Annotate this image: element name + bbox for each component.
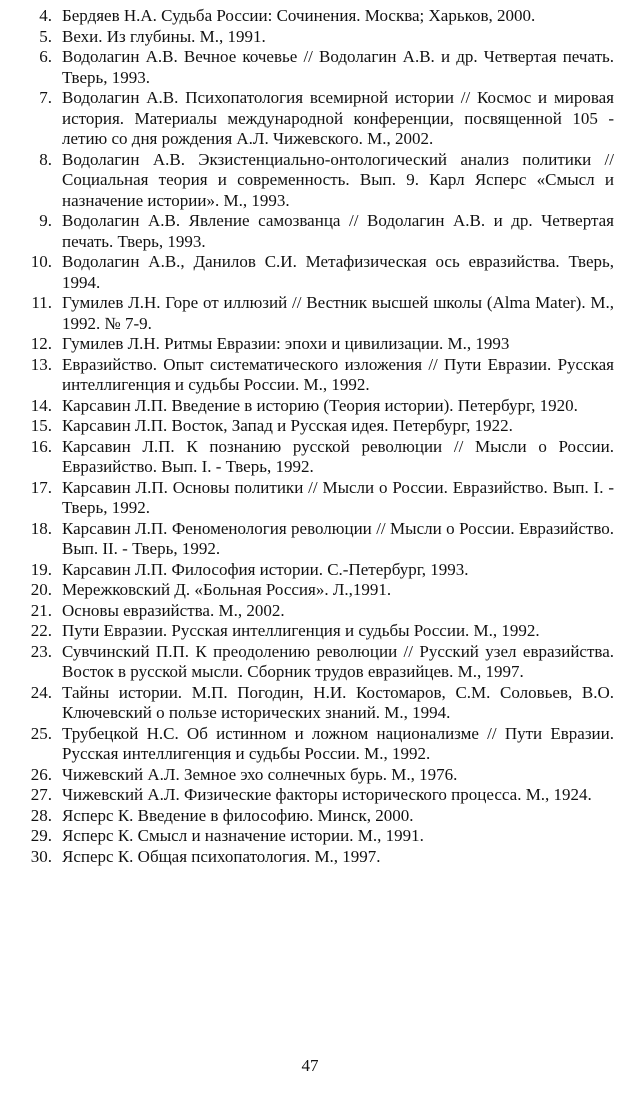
reference-item	[10, 806, 614, 827]
reference-text: Ясперс К. Смысл и назначение истории. М., 1991.	[62, 826, 424, 845]
reference-text: Пути Евразии. Русская интеллигенция и судьбы России. М., 1992.	[62, 621, 540, 640]
reference-item	[10, 826, 614, 847]
reference-text: Гумилев Л.Н. Ритмы Евразии: эпохи и цивилизации. М., 1993	[62, 334, 510, 353]
reference-item	[10, 642, 614, 683]
reference-text: Ясперс К. Общая психопатология. М., 1997.	[62, 846, 381, 866]
reference-item	[10, 847, 614, 868]
reference-number: 22.	[30, 621, 52, 640]
reference-text: Карсавин Л.П. К познанию русской революции // Мысли о России. Евразийство. Вып. I. - Тверь, 1992.	[62, 436, 614, 476]
reference-text: Чижевский А.Л. Земное эхо солнечных бурь. М., 1976.	[62, 764, 458, 784]
reference-item	[10, 150, 614, 212]
reference-text: Карсавин Л.П. Введение в историю (Теория истории). Петербург, 1920.	[62, 395, 578, 415]
reference-number: 7.	[39, 88, 52, 107]
reference-item	[10, 211, 614, 252]
reference-text: Основы евразийства. М., 2002.	[62, 600, 285, 620]
reference-item	[10, 437, 614, 478]
reference-text: Мережковский Д. «Больная Россия». Л.,1991.	[62, 580, 392, 599]
reference-item	[10, 519, 614, 560]
reference-number: 16.	[30, 436, 52, 456]
reference-number: 27.	[30, 785, 52, 804]
reference-item	[10, 621, 614, 642]
reference-number: 12.	[30, 334, 52, 353]
reference-item	[10, 724, 614, 765]
reference-number: 23.	[30, 641, 52, 661]
reference-number: 13.	[30, 354, 52, 374]
reference-number: 11.	[31, 293, 52, 312]
reference-number: 18.	[30, 518, 52, 538]
reference-item	[10, 785, 614, 806]
reference-number: 30.	[30, 846, 52, 866]
reference-text: Трубецкой Н.С. Об истинном и ложном национализме // Пути Евразии. Русская интеллигенция и судьбы России. М., 1992.	[62, 723, 614, 763]
reference-item	[10, 765, 614, 786]
reference-number: 8.	[39, 149, 52, 169]
reference-item	[10, 601, 614, 622]
reference-item	[10, 355, 614, 396]
reference-number: 19.	[30, 559, 52, 579]
reference-text: Водолагин А.В. Вечное кочевье // Водолагин А.В. и др. Четвертая печать. Тверь, 1993.	[62, 47, 614, 87]
reference-text: Евразийство. Опыт систематического изложения // Пути Евразии. Русская интеллигенция и судьбы России. М., 1992.	[62, 354, 614, 394]
reference-text: Карсавин Л.П. Восток, Запад и Русская идея. Петербург, 1922.	[62, 416, 513, 435]
reference-number: 10.	[30, 252, 52, 271]
reference-item	[10, 580, 614, 601]
reference-list	[10, 6, 614, 867]
reference-text: Водолагин А.В. Экзистенциально-онтологический анализ политики // Социальная теория и современность. Вып. 9. Карл Ясперс «Смысл и назначение истории». М., 1993.	[62, 149, 614, 210]
reference-number: 21.	[30, 600, 52, 620]
reference-number: 5.	[39, 26, 52, 46]
reference-number: 17.	[30, 477, 52, 497]
reference-item	[10, 683, 614, 724]
reference-text: Карсавин Л.П. Философия истории. С.-Петербург, 1993.	[62, 559, 469, 579]
reference-text: Гумилев Л.Н. Горе от иллюзий // Вестник высшей школы (Alma Mater). М., 1992. № 7-9.	[62, 293, 614, 333]
reference-number: 28.	[30, 805, 52, 825]
reference-item	[10, 27, 614, 48]
reference-item	[10, 396, 614, 417]
reference-number: 24.	[30, 682, 52, 702]
reference-item	[10, 88, 614, 150]
reference-text: Вехи. Из глубины. М., 1991.	[62, 26, 266, 46]
reference-item	[10, 560, 614, 581]
page-number: 47	[301, 1056, 319, 1075]
reference-text: Водолагин А.В. Явление самозванца // Водолагин А.В. и др. Четвертая печать. Тверь, 1993.	[62, 211, 614, 251]
reference-text: Водолагин А.В. Психопатология всемирной истории // Космос и мировая история. Материалы международной конференции, посвященной 105 - летию со дня рождения А.Л. Чижевского. М., 2002.	[62, 88, 614, 148]
reference-number: 9.	[39, 211, 52, 230]
reference-number: 20.	[30, 580, 52, 599]
reference-text: Карсавин Л.П. Феноменология революции // Мысли о России. Евразийство. Вып. II. - Тверь, 1992.	[62, 518, 614, 558]
reference-text: Карсавин Л.П. Основы политики // Мысли о России. Евразийство. Вып. I. - Тверь, 1992.	[62, 477, 614, 517]
reference-number: 4.	[39, 6, 52, 25]
reference-text: Чижевский А.Л. Физические факторы исторического процесса. М., 1924.	[62, 785, 592, 804]
reference-text: Водолагин А.В., Данилов С.И. Метафизическая ось евразийства. Тверь, 1994.	[62, 252, 614, 292]
reference-number: 6.	[39, 47, 52, 66]
reference-item	[10, 416, 614, 437]
reference-text: Сувчинский П.П. К преодолению революции // Русский узел евразийства. Восток в русской мысли. Сборник трудов евразийцев. М., 1997.	[62, 641, 614, 681]
reference-text: Тайны истории. М.П. Погодин, Н.И. Костомаров, С.М. Соловьев, В.О. Ключевский о пользе исторических знаний. М., 1994.	[62, 682, 614, 722]
reference-item	[10, 252, 614, 293]
reference-number: 26.	[30, 764, 52, 784]
reference-number: 29.	[30, 826, 52, 845]
reference-item	[10, 478, 614, 519]
reference-text: Ясперс К. Введение в философию. Минск, 2000.	[62, 805, 414, 825]
reference-text: Бердяев Н.А. Судьба России: Сочинения. Москва; Харьков, 2000.	[62, 6, 536, 25]
reference-number: 15.	[30, 416, 52, 435]
reference-item	[10, 293, 614, 334]
reference-item	[10, 6, 614, 27]
reference-number: 14.	[30, 395, 52, 415]
reference-item	[10, 334, 614, 355]
reference-number: 25.	[30, 723, 52, 743]
reference-item	[10, 47, 614, 88]
